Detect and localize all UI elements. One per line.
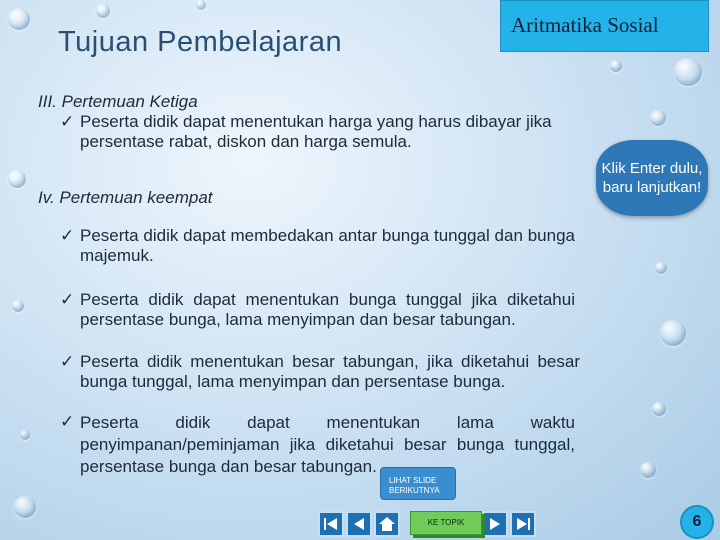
first-slide-button[interactable] [318, 511, 344, 537]
home-button[interactable] [374, 511, 400, 537]
page-number [680, 505, 714, 539]
next-slide-label: LIHAT SLIDE BERIKUTNYA [389, 476, 440, 495]
water-drop [20, 430, 30, 440]
prev-slide-button[interactable] [346, 511, 372, 537]
checkmark-icon: ✓ [60, 112, 75, 131]
section-4-item-2: Peserta didik dapat menentukan bunga tunggal jika diketahui persentase bunga, lama menyimpan dan besar tabungan. [80, 290, 575, 329]
water-drop [610, 60, 622, 72]
section-4-item-1: Peserta didik dapat membedakan antar bunga tunggal dan bunga majemuk. [80, 226, 575, 265]
last-slide-icon [512, 513, 534, 535]
water-drop [674, 58, 702, 86]
checkmark-icon: ✓ [60, 412, 75, 431]
topic-label-box [500, 0, 709, 52]
checkmark-icon: ✓ [60, 290, 75, 309]
water-drop [650, 110, 666, 126]
to-topic-button[interactable] [410, 511, 482, 535]
prev-slide-icon [348, 513, 370, 535]
home-icon [376, 513, 398, 535]
water-drop [96, 4, 110, 18]
hint-bubble [596, 140, 708, 216]
water-drop [8, 170, 26, 188]
last-slide-button[interactable] [510, 511, 536, 537]
next-slide-button[interactable] [380, 467, 456, 500]
first-slide-icon [320, 513, 342, 535]
water-drop [12, 300, 24, 312]
page-number-label: 6 [692, 513, 702, 530]
topic-label: Aritmatika Sosial [511, 13, 659, 37]
hint-text: Klik Enter dulu, baru lanjutkan! [601, 160, 703, 196]
water-drop [652, 402, 666, 416]
section-4-item-3: Peserta didik menentukan besar tabungan, jika diketahui besar bunga tunggal, lama menyimpan dan persentase bunga. [80, 352, 580, 391]
section-4-heading: Iv. Pertemuan keempat [38, 188, 213, 207]
water-drop [660, 320, 686, 346]
section-3-item-1: Peserta didik dapat menentukan harga yang harus dibayar jika persentase rabat, diskon dan harga semula. [80, 112, 552, 151]
page-title: Tujuan Pembelajaran [58, 26, 343, 58]
checkmark-icon: ✓ [60, 352, 75, 371]
next-slide-icon [484, 513, 506, 535]
to-topic-label: KE TOPIK [427, 518, 465, 527]
water-drop [655, 262, 667, 274]
checkmark-icon: ✓ [60, 226, 75, 245]
section-3-heading: III. Pertemuan Ketiga [38, 92, 198, 111]
water-drop [8, 8, 30, 30]
next-slide-nav-button[interactable] [482, 511, 508, 537]
section-4-item-4: Peserta didik dapat menentukan lama waktu penyimpanan/peminjaman jika diketahui besar bunga tunggal, persentase bunga dan besar tabungan. [80, 413, 575, 476]
water-drop [14, 496, 36, 518]
water-drop [640, 462, 656, 478]
water-drop [196, 0, 206, 10]
